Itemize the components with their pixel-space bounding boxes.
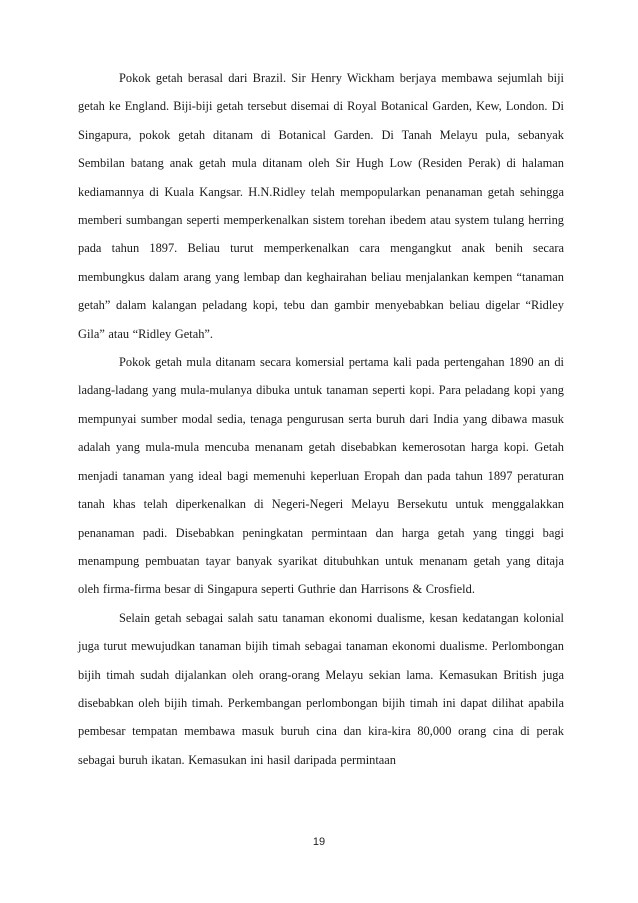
document-body	[78, 64, 564, 774]
paragraph-commercial-rubber: Pokok getah mula ditanam secara komersial pertama kali pada pertengahan 1890 an di ladang-ladang yang mula-mulanya dibuka untuk tanaman seperti kopi. Para peladang kopi yang mempunyai sumber modal sedia, tenaga pengurusan serta buruh dari India yang dibawa masuk adalah yang mula-mula mencuba menanam getah disebabkan kemerosotan harga kopi. Getah menjadi tanaman yang ideal bagi memenuhi keperluan Eropah dan pada tahun 1897 peraturan tanah khas telah diperkenalkan di Negeri-Negeri Melayu Bersekutu untuk menggalakkan penanaman padi. Disebabkan peningkatan permintaan dan harga getah yang tinggi bagi menampung pembuatan tayar banyak syarikat ditubuhkan untuk menanam getah yang ditaja oleh firma-firma besar di Singapura seperti Guthrie dan Harrisons & Crosfield.	[78, 355, 564, 597]
paragraph-rubber-origin: Pokok getah berasal dari Brazil. Sir Henry Wickham berjaya membawa sejumlah biji getah ke England. Biji-biji getah tersebut disemai di Royal Botanical Garden, Kew, London. Di Singapura, pokok getah ditanam di Botanical Garden. Di Tanah Melayu pula, sebanyak Sembilan batang anak getah mula ditanam oleh Sir Hugh Low (Residen Perak) di halaman kediamannya di Kuala Kangsar. H.N.Ridley telah mempopularkan penanaman getah sehingga memberi sumbangan seperti memperkenalkan sistem torehan ibedem atau system tulang herring pada tahun 1897. Beliau turut memperkenalkan cara mengangkut anak benih secara membungkus dalam arang yang lembap dan keghairahan beliau menjalankan kempen “tanaman getah” dalam kalangan peladang kopi, tebu dan gambir menyebabkan beliau digelar “Ridley Gila” atau “Ridley Getah”.	[78, 71, 564, 341]
paragraph-tin-mining: Selain getah sebagai salah satu tanaman ekonomi dualisme, kesan kedatangan kolonial juga turut mewujudkan tanaman bijih timah sebagai tanaman ekonomi dualisme. Perlombongan bijih timah sudah dijalankan oleh orang-orang Melayu sekian lama. Kemasukan British juga disebabkan oleh bijih timah. Perkembangan perlombongan bijih timah ini dapat dilihat apabila pembesar tempatan membawa masuk buruh cina dan kira-kira 80,000 orang cina di perak sebagai buruh ikatan. Kemasukan ini hasil daripada permintaan	[78, 610, 564, 767]
page-number: 19	[312, 836, 326, 848]
